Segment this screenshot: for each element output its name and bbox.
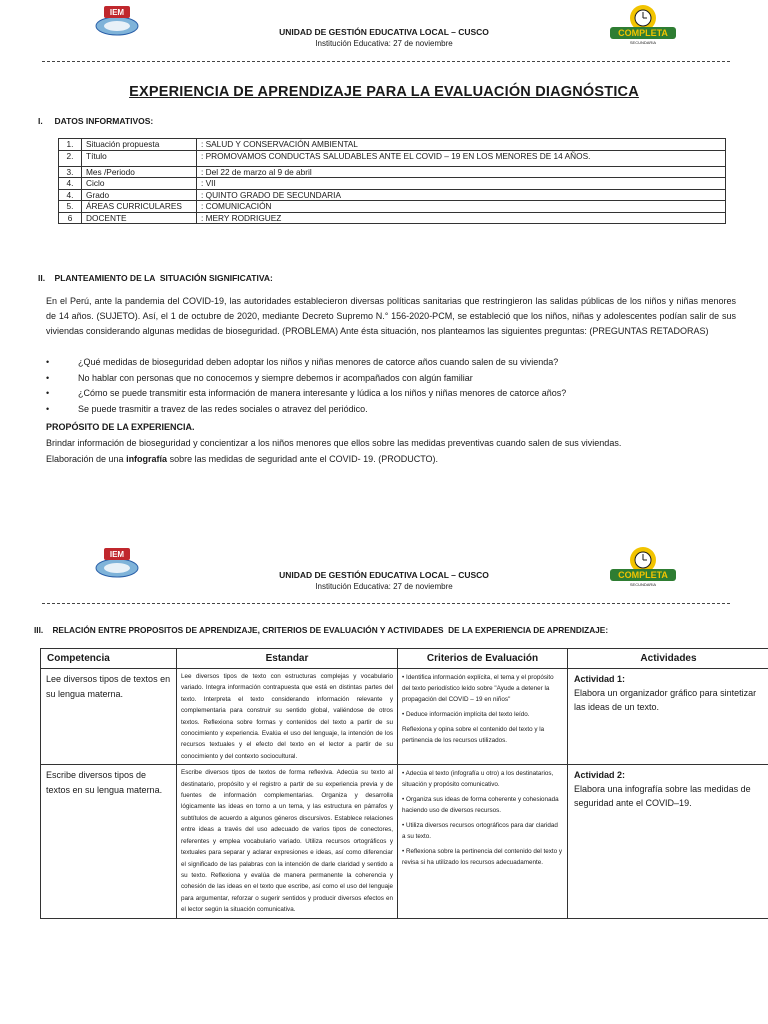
row-label: Mes /Periodo — [82, 166, 197, 178]
criterios-cell — [398, 669, 568, 765]
header-divider-2 — [42, 603, 730, 604]
jec-logo-icon — [608, 544, 678, 588]
list-item: • Utiliza diversos recursos ortográficos para dar claridad a su texto. — [402, 822, 558, 841]
actividad-text: Elabora un organizador gráfico para sintetizar las ideas de un texto. — [574, 688, 757, 712]
row-label: Grado — [82, 189, 197, 201]
actividad-title: Actividad 2: — [574, 770, 626, 781]
table-row — [59, 201, 726, 213]
table-row — [59, 150, 726, 166]
table-row — [41, 669, 768, 765]
list-item: • ¿Qué medidas de bioseguridad deben adoptar los niños y niñas menores de catorce años cuando salen de su vivienda? — [46, 357, 559, 367]
list-item: • Se puede trasmitir a travez de las redes sociales o atravez del periódico. — [46, 403, 368, 414]
actividad-title: Actividad 1: — [574, 674, 626, 684]
table-row — [59, 166, 726, 178]
list-item: • ¿Cómo se puede transmitir esta información de manera interesante y lúdica a los niños y niñas menores de catorce años? — [46, 388, 567, 398]
row-number: 2. — [59, 150, 82, 166]
jec-logo-icon — [608, 2, 678, 46]
svg-text:IEM: IEM — [109, 550, 125, 559]
purpose-text-2: Elaboración de una infografía sobre las medidas de seguridad ante el COVID- 19. (PRODUCTO). — [46, 454, 439, 464]
row-value: : VII — [197, 178, 726, 190]
svg-text:SECUNDARIA: SECUNDARIA — [629, 40, 657, 45]
section-1-title: I. DATOS INFORMATIVOS: — [38, 116, 154, 126]
row-value: : SALUD Y CONSERVACIÓN AMBIENTAL — [197, 139, 726, 151]
row-value: : PROMOVAMOS CONDUCTAS SALUDABLES ANTE EL COVID – 19 EN LOS MENORES DE 14 AÑOS. — [197, 150, 726, 166]
row-label: Título — [82, 150, 197, 166]
header-logo-right-2 — [608, 544, 678, 593]
row-label: ÁREAS CURRICULARES — [82, 201, 197, 213]
table-row — [59, 139, 726, 151]
row-number: 4. — [59, 189, 82, 201]
table-row — [59, 189, 726, 201]
list-item: • Reflexiona sobre la pertinencia del contenido del texto y revisa si ha utilizado los recursos adecuadamente. — [402, 848, 563, 867]
table-header-row — [41, 649, 768, 669]
header-divider — [42, 61, 730, 62]
row-number: 4. — [59, 178, 82, 190]
row-value: : COMUNICACIÓN — [197, 201, 726, 213]
header-school-2: Institución Educativa: 27 de noviembre — [315, 582, 453, 591]
row-value: : QUINTO GRADO DE SECUNDARIA — [197, 189, 726, 201]
svg-text:COMPLETA: COMPLETA — [618, 28, 668, 38]
list-item: • Organiza sus ideas de forma coherente y cohesionada haciendo uso de diversos recursos. — [402, 796, 559, 815]
header-org-2: UNIDAD DE GESTIÓN EDUCATIVA LOCAL – CUSCO — [279, 570, 489, 580]
row-label: Ciclo — [82, 178, 197, 190]
list-item: • Adecúa el texto (infografía u otro) a los destinatarios, situación y propósito comunicativo. — [402, 770, 554, 789]
table-row — [59, 212, 726, 224]
situation-paragraph: En el Perú, ante la pandemia del COVID-19, las autoridades establecieron diversas políticas sanitarias que restringieron las salidas públicas de los niños y niñas menores de 14 años. (SUJETO). Así, el 1 de octubre de 2020, mediante Decreto Supremo N.° 156-2020-PCM, se estableció que los niños, niñas y adolescentes podían salir de sus viviendas considerando algunas medidas de bioseguridad. (PROBLEMA) Ante ésta situación, nos planteamos las siguientes preguntas: (PREGUNTAS RETADORAS) — [46, 296, 736, 337]
column-header: Actividades — [568, 649, 768, 669]
section-3-title: III. RELACIÓN ENTRE PROPOSITOS DE APRENDIZAJE, CRITERIOS DE EVALUACIÓN Y ACTIVIDADES DE LA EXPERIENCIA DE APRENDIZAJE: — [34, 625, 609, 635]
actividad-text: Elabora una infografía sobre las medidas de seguridad ante el COVID–19. — [574, 784, 751, 809]
column-header: Criterios de Evaluación — [398, 649, 568, 669]
list-item: • Deduce información implícita del texto leído. — [402, 711, 530, 718]
row-number: 1. — [59, 139, 82, 151]
row-number: 3. — [59, 166, 82, 178]
column-header: Competencia — [41, 649, 177, 669]
header-logo-right — [608, 2, 678, 51]
header-school: Institución Educativa: 27 de noviembre — [315, 39, 453, 48]
purpose-text-1: Brindar información de bioseguridad y concientizar a los niños menores que ellos sobre las medidas preventivas cuando salen de sus viviendas. — [46, 438, 622, 448]
table-row — [59, 178, 726, 190]
actividad-cell — [568, 669, 768, 765]
competency-table — [40, 648, 768, 919]
header-org: UNIDAD DE GESTIÓN EDUCATIVA LOCAL – CUSCO — [279, 27, 489, 37]
competencia-cell: Escribe diversos tipos de textos en su lengua materna. — [41, 765, 177, 918]
row-value: : Del 22 de marzo al 9 de abril — [197, 166, 726, 178]
actividad-cell — [568, 765, 768, 918]
estandar-cell: Escribe diversos tipos de textos de forma reflexiva. Adecúa su texto al destinatario, propósito y el registro a partir de su experiencia previa y de fuentes de información complementarias. Organiza y desarrolla lógicamente las ideas en torno a un tema, y las estructura en párrafos y subtítulos de acuerdo a algunos géneros discursivos. Establece relaciones entre ideas a través del uso adecuado de varios tipos de conectores, referentes y emplea vocabulario variado. Utiliza recursos ortográficos y textuales para separar y aclarar expresiones e ideas, así como diferenciar el significado de las palabras con la intención de darle claridad y sentido a su texto. Reflexiona y evalúa de manera permanente la coherencia y cohesión de las ideas en el texto que escribe, así como el uso del lenguaje para argumentar, reforzar o sugerir sentidos y producir diversos efectos en el lector según la situación comunicativa. — [177, 765, 398, 918]
svg-text:SECUNDARIA: SECUNDARIA — [629, 582, 657, 587]
list-item: • No hablar con personas que no conocemos y siempre debemos ir acompañados con algún familiar — [46, 372, 473, 383]
svg-text:IEM: IEM — [109, 8, 125, 17]
list-item: • Identifica información explícita, el tema y el propósito del texto periodístico leído sobre "Ayude a detener la propagación del COVID – 19 en niños" — [402, 674, 554, 703]
row-number: 5. — [59, 201, 82, 213]
competencia-cell: Lee diversos tipos de textos en su lengua materna. — [41, 669, 177, 765]
svg-text:COMPLETA: COMPLETA — [618, 570, 668, 580]
info-table — [58, 138, 726, 224]
purpose-title: PROPÓSITO DE LA EXPERIENCIA. — [46, 422, 195, 432]
row-value: : MERY RODRIGUEZ — [197, 212, 726, 224]
section-2-title: II. PLANTEAMIENTO DE LA SITUACIÓN SIGNIFICATIVA: — [38, 273, 273, 283]
criterios-cell — [398, 765, 568, 918]
estandar-cell: Lee diversos tipos de texto con estructuras complejas y vocabulario variado. Integra información contrapuesta que está en distintas partes del texto. Interpreta el texto considerando información relevante y complementaria para construir su sentido global, valiéndose de otros textos. Reflexiona sobre formas y contenidos del texto a partir de su conocimiento y experiencia. Evalúa el uso del lenguaje, la intención de los recursos textuales y el efecto del texto en el lector a partir de su conocimiento y del contexto sociocultural. — [177, 669, 398, 765]
document-title: EXPERIENCIA DE APRENDIZAJE PARA LA EVALUACIÓN DIAGNÓSTICA — [129, 84, 639, 100]
column-header: Estandar — [177, 649, 398, 669]
row-label: DOCENTE — [82, 212, 197, 224]
row-label: Situación propuesta — [82, 139, 197, 151]
questions-list — [46, 355, 736, 417]
table-row — [41, 765, 768, 918]
row-number: 6 — [59, 212, 82, 224]
list-item: Reflexiona y opina sobre el contenido del texto y la pertinencia de los recursos utilizados. — [402, 726, 545, 744]
